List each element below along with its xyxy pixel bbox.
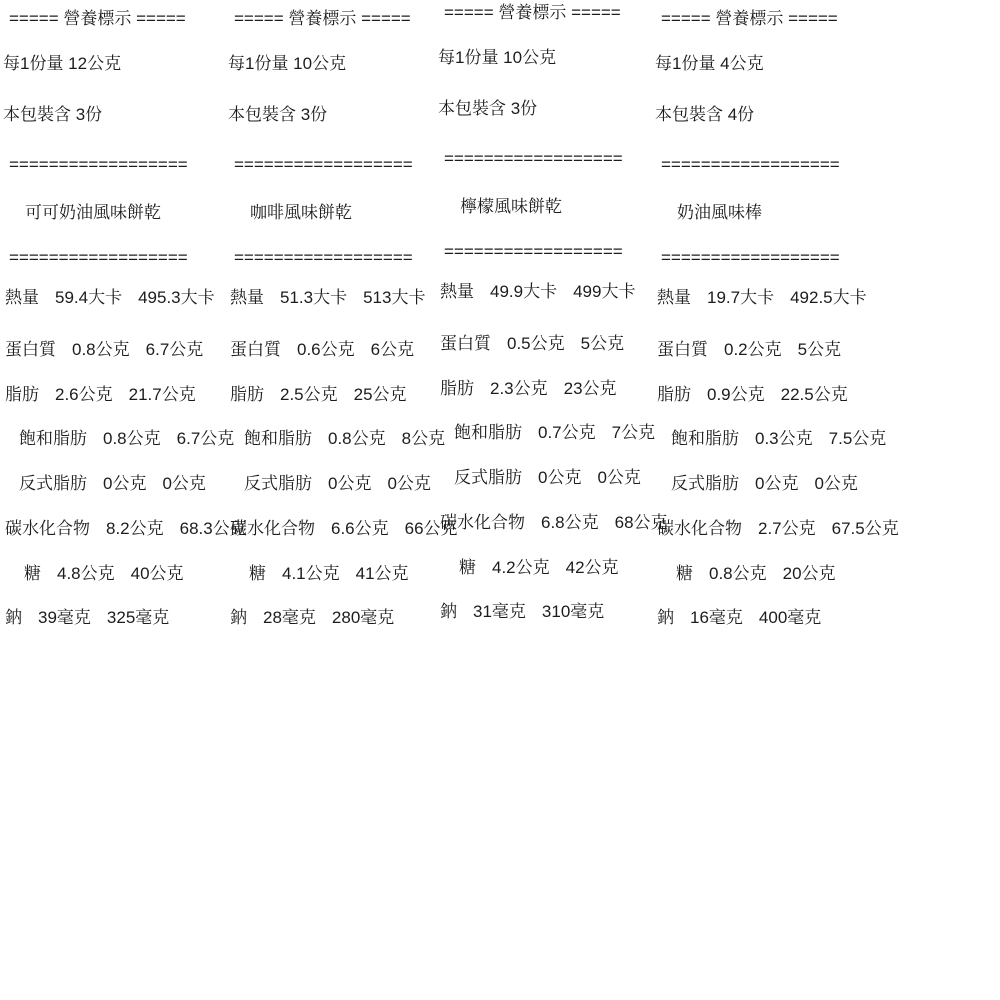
- value-per-package: 42公克: [565, 558, 619, 577]
- nutrition-row-sugar: [5, 564, 184, 584]
- nutrition-row-calories: [230, 288, 425, 308]
- nutrient-name: 反式脂肪: [19, 474, 87, 493]
- value-per-package: 7.5公克: [828, 429, 887, 448]
- nutrition-row-sodium: [657, 608, 821, 628]
- nutrition-row-fat: [440, 379, 617, 399]
- nutrient-name: 脂肪: [440, 379, 474, 398]
- nutrition-row-calories: [5, 288, 215, 308]
- value-per-serving: 0.8公克: [328, 429, 386, 448]
- nutrition-label-lemon: [438, 0, 668, 654]
- value-per-serving: 0.2公克: [724, 340, 782, 359]
- label-title: ===== 營養標示 =====: [661, 9, 838, 28]
- value-per-serving: 0.8公克: [103, 429, 161, 448]
- nutrition-row-saturated-fat: [440, 423, 655, 443]
- value-per-package: 21.7公克: [128, 385, 196, 404]
- nutrient-name: 鈉: [5, 608, 22, 627]
- servings-per-package: 本包裝含 4份: [655, 105, 755, 124]
- nutrient-name: 蛋白質: [440, 334, 491, 353]
- nutrition-row-protein: [440, 334, 624, 354]
- nutrient-name: 飽和脂肪: [244, 429, 312, 448]
- value-per-serving: 19.7大卡: [707, 288, 775, 307]
- value-per-serving: 0公克: [328, 474, 372, 493]
- value-per-serving: 2.5公克: [280, 385, 338, 404]
- value-per-package: 68.3公克: [179, 519, 247, 538]
- value-per-serving: 6.8公克: [541, 513, 599, 532]
- divider: ==================: [234, 248, 413, 267]
- nutrient-name: 飽和脂肪: [19, 429, 87, 448]
- divider: ==================: [661, 155, 840, 174]
- value-per-serving: 49.9大卡: [490, 282, 558, 301]
- divider: ==================: [234, 155, 413, 174]
- nutrition-row-saturated-fat: [230, 429, 445, 449]
- product-name: 可可奶油風味餅乾: [25, 203, 161, 222]
- nutrient-name: 反式脂肪: [244, 474, 312, 493]
- value-per-package: 7公克: [611, 423, 656, 442]
- nutrition-row-sodium: [230, 608, 394, 628]
- servings-per-package: 本包裝含 3份: [3, 105, 103, 124]
- value-per-package: 5公克: [797, 340, 842, 359]
- value-per-package: 23公克: [563, 379, 617, 398]
- nutrition-row-protein: [657, 340, 841, 360]
- value-per-serving: 0.6公克: [297, 340, 355, 359]
- divider: ==================: [661, 248, 840, 267]
- value-per-package: 8公克: [401, 429, 446, 448]
- value-per-package: 25公克: [353, 385, 407, 404]
- value-per-package: 495.3大卡: [138, 288, 215, 307]
- nutrient-name: 熱量: [230, 288, 264, 307]
- value-per-serving: 0.9公克: [707, 385, 765, 404]
- nutrient-name: 蛋白質: [5, 340, 56, 359]
- value-per-serving: 0.3公克: [755, 429, 813, 448]
- value-per-package: 400毫克: [758, 608, 822, 627]
- nutrition-label-butter-stick: [655, 0, 899, 660]
- nutrient-name: 糖: [459, 558, 476, 577]
- value-per-serving: 31毫克: [473, 602, 526, 621]
- value-per-package: 0公克: [387, 474, 431, 493]
- servings-per-package: 本包裝含 3份: [438, 99, 538, 118]
- value-per-serving: 0.8公克: [709, 564, 767, 583]
- nutrient-name: 熱量: [657, 288, 691, 307]
- value-per-package: 41公克: [355, 564, 409, 583]
- nutrient-name: 碳水化合物: [440, 513, 525, 532]
- value-per-serving: 0公克: [755, 474, 799, 493]
- divider: ==================: [444, 149, 623, 168]
- nutrient-name: 反式脂肪: [454, 468, 522, 487]
- value-per-serving: 16毫克: [690, 608, 743, 627]
- value-per-serving: 4.1公克: [282, 564, 340, 583]
- value-per-package: 67.5公克: [831, 519, 899, 538]
- nutrient-name: 碳水化合物: [230, 519, 315, 538]
- value-per-package: 40公克: [130, 564, 184, 583]
- divider: ==================: [9, 248, 188, 267]
- value-per-serving: 2.6公克: [55, 385, 113, 404]
- value-per-serving: 6.6公克: [331, 519, 389, 538]
- nutrition-row-sodium: [440, 602, 604, 622]
- nutrient-name: 熱量: [440, 282, 474, 301]
- value-per-package: 22.5公克: [780, 385, 848, 404]
- value-per-serving: 0公克: [103, 474, 147, 493]
- value-per-serving: 8.2公克: [106, 519, 164, 538]
- value-per-package: 0公克: [814, 474, 858, 493]
- nutrition-row-sugar: [657, 564, 836, 584]
- value-per-package: 280毫克: [331, 608, 395, 627]
- nutrient-name: 碳水化合物: [5, 519, 90, 538]
- value-per-package: 492.5大卡: [790, 288, 867, 307]
- nutrient-name: 鈉: [440, 602, 457, 621]
- nutrient-name: 脂肪: [5, 385, 39, 404]
- nutrient-name: 糖: [249, 564, 266, 583]
- product-name: 檸檬風味餅乾: [460, 197, 562, 216]
- nutrition-row-sugar: [230, 564, 409, 584]
- value-per-serving: 4.8公克: [57, 564, 115, 583]
- value-per-package: 20公克: [782, 564, 836, 583]
- serving-size: 每1份量 10公克: [438, 48, 557, 67]
- nutrition-row-sodium: [5, 608, 169, 628]
- value-per-serving: 51.3大卡: [280, 288, 348, 307]
- value-per-serving: 4.2公克: [492, 558, 550, 577]
- value-per-package: 66公克: [404, 519, 458, 538]
- label-title: ===== 營養標示 =====: [234, 9, 411, 28]
- nutrition-row-trans-fat: [440, 468, 641, 488]
- value-per-package: 0公克: [597, 468, 641, 487]
- value-per-package: 499大卡: [573, 282, 636, 301]
- nutrition-row-calories: [440, 282, 635, 302]
- nutrition-row-protein: [230, 340, 414, 360]
- nutrient-name: 蛋白質: [657, 340, 708, 359]
- nutrient-name: 脂肪: [657, 385, 691, 404]
- nutrient-name: 飽和脂肪: [671, 429, 739, 448]
- value-per-serving: 0.5公克: [507, 334, 565, 353]
- nutrition-row-carbohydrate: [5, 519, 247, 539]
- divider: ==================: [9, 155, 188, 174]
- value-per-serving: 0.7公克: [538, 423, 596, 442]
- nutrient-name: 糖: [676, 564, 693, 583]
- servings-per-package: 本包裝含 3份: [228, 105, 328, 124]
- nutrient-name: 反式脂肪: [671, 474, 739, 493]
- nutrient-name: 糖: [24, 564, 41, 583]
- nutrition-row-fat: [5, 385, 196, 405]
- value-per-serving: 59.4大卡: [55, 288, 123, 307]
- divider: ==================: [444, 242, 623, 261]
- nutrition-row-carbohydrate: [657, 519, 899, 539]
- nutrition-row-sugar: [440, 558, 619, 578]
- nutrition-row-trans-fat: [5, 474, 206, 494]
- nutrition-row-fat: [230, 385, 407, 405]
- value-per-package: 0公克: [162, 474, 206, 493]
- label-title: ===== 營養標示 =====: [444, 3, 621, 22]
- product-name: 奶油風味棒: [677, 203, 762, 222]
- value-per-serving: 0.8公克: [72, 340, 130, 359]
- nutrition-row-calories: [657, 288, 867, 308]
- value-per-package: 6.7公克: [176, 429, 235, 448]
- nutrient-name: 鈉: [657, 608, 674, 627]
- value-per-serving: 39毫克: [38, 608, 91, 627]
- value-per-package: 325毫克: [106, 608, 170, 627]
- nutrition-row-carbohydrate: [230, 519, 458, 539]
- value-per-package: 6.7公克: [145, 340, 204, 359]
- nutrition-label-cocoa: [3, 0, 247, 660]
- nutrient-name: 脂肪: [230, 385, 264, 404]
- value-per-serving: 28毫克: [263, 608, 316, 627]
- nutrition-row-protein: [5, 340, 203, 360]
- nutrition-row-trans-fat: [230, 474, 431, 494]
- nutrition-row-carbohydrate: [440, 513, 668, 533]
- nutrient-name: 鈉: [230, 608, 247, 627]
- value-per-serving: 2.3公克: [490, 379, 548, 398]
- serving-size: 每1份量 4公克: [655, 54, 764, 73]
- value-per-package: 513大卡: [363, 288, 426, 307]
- nutrition-row-saturated-fat: [5, 429, 234, 449]
- nutrient-name: 蛋白質: [230, 340, 281, 359]
- nutrient-name: 碳水化合物: [657, 519, 742, 538]
- nutrition-row-fat: [657, 385, 848, 405]
- nutrition-label-coffee: [228, 0, 458, 660]
- nutrient-name: 熱量: [5, 288, 39, 307]
- value-per-package: 310毫克: [541, 602, 605, 621]
- value-per-serving: 2.7公克: [758, 519, 816, 538]
- value-per-package: 6公克: [370, 340, 415, 359]
- nutrition-row-saturated-fat: [657, 429, 886, 449]
- serving-size: 每1份量 12公克: [3, 54, 122, 73]
- label-title: ===== 營養標示 =====: [9, 9, 186, 28]
- nutrient-name: 飽和脂肪: [454, 423, 522, 442]
- value-per-package: 68公克: [614, 513, 668, 532]
- value-per-package: 5公克: [580, 334, 625, 353]
- serving-size: 每1份量 10公克: [228, 54, 347, 73]
- nutrition-row-trans-fat: [657, 474, 858, 494]
- product-name: 咖啡風味餅乾: [250, 203, 352, 222]
- value-per-serving: 0公克: [538, 468, 582, 487]
